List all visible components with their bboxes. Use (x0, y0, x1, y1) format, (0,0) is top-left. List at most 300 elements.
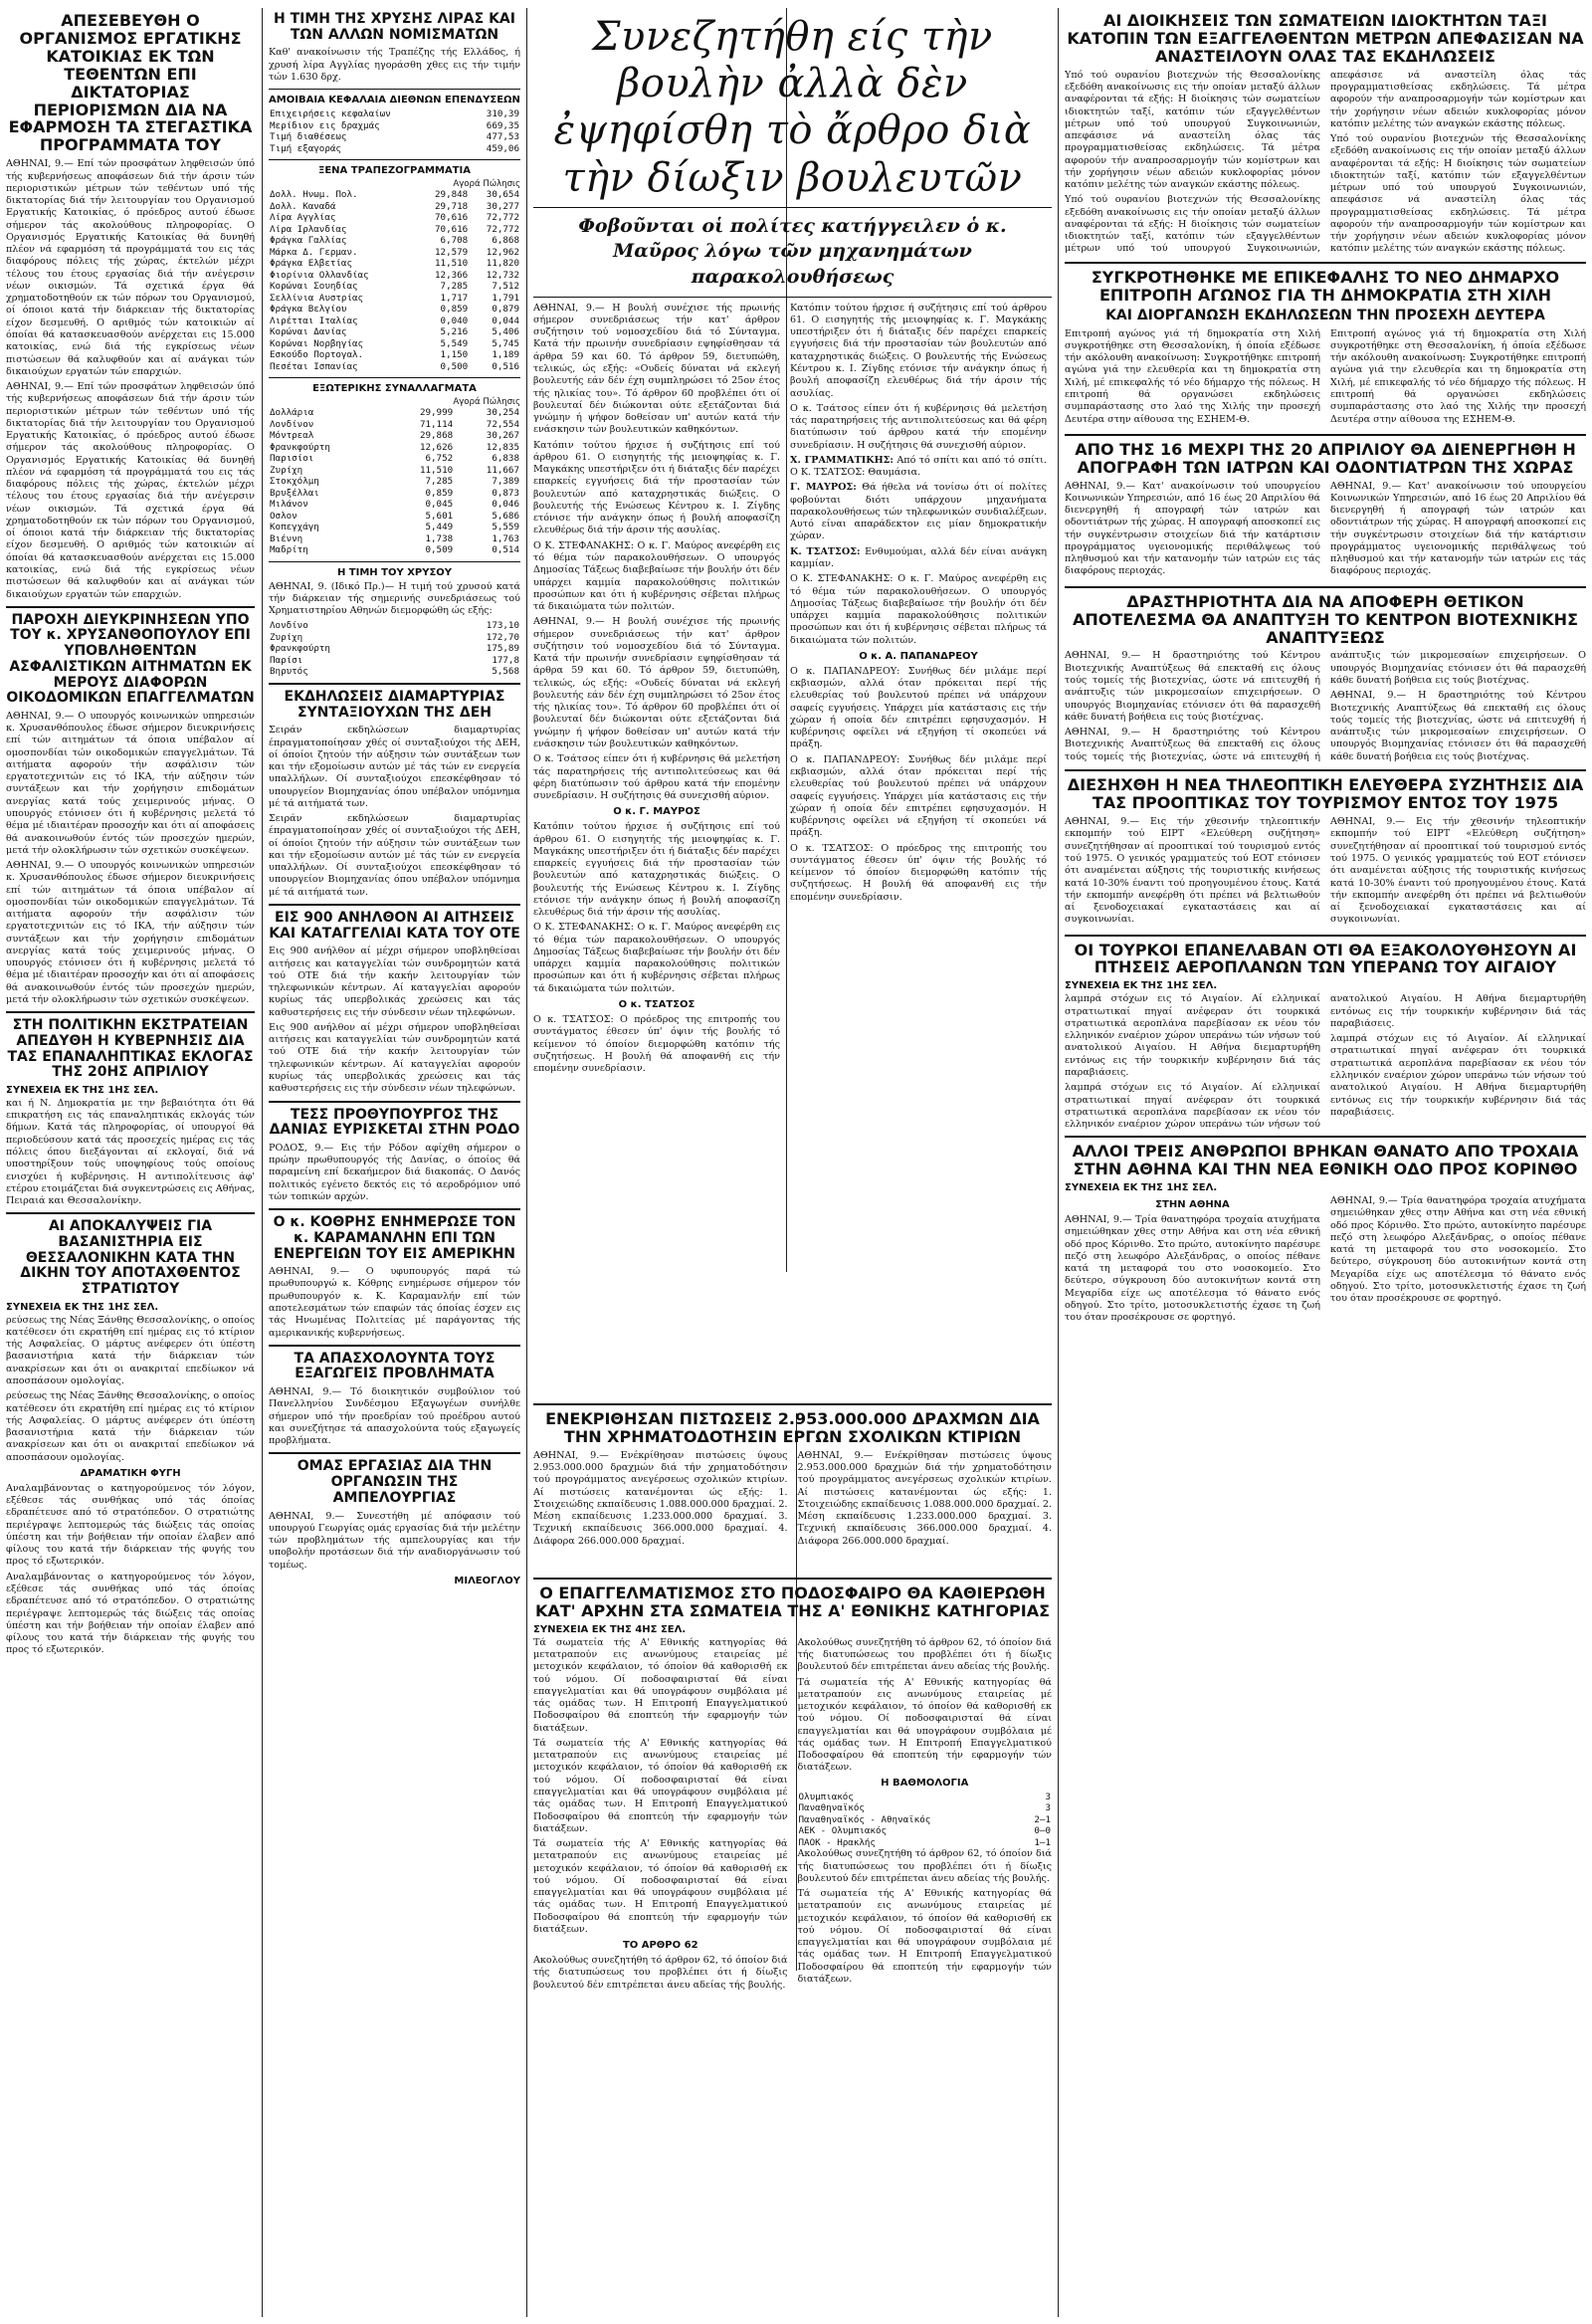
article-body: ΡΟΔΟΣ, 9.— Εις τήν Ρόδον αφίχθη σήμερον ο πρώην πρωθυπουργός τής Δανίας, ο όποίος θά παραμείνη επί δεκαήμερον διά διακοπάς. Ο Δανός πολιτικός εγένετο δεκτός εις τό αεροδρόμιον υπό τών τοπικών αρχών. (269, 1142, 520, 1202)
table-row (269, 235, 520, 247)
row-value: 70,616 (435, 223, 469, 235)
speaker-text: Από τό σπίτι και από τό σπίτι. Ο Κ. ΤΣΑΤΣΟΣ: Θαυμάσια. (790, 454, 1047, 479)
article-body: Ακολούθως συνεζητήθη τό άρθρον 62, τό όποίον διά τής διατυπώσεως του προβλέπει ότι ή δίωξις βουλευτού δέν επιτρέπεται άνευ αδείας τής βουλής. (533, 1955, 788, 1991)
article-body: ρεύσεως της Νέας Ξάνθης Θεσσαλονίκης, ο οποίος κατέθεσεν ότι εκρατήθη επί ημέρας εις τό κτίριον τής Ασφαλείας. Ο μάρτυς ανέφερεν ότι ύπέστη βασανιστήρια κατά τήν διάρκειαν τών ανακρίσεων και ότι οι ανακριταί επεδίωκον νά αποσπάσουν ομολογίας. (6, 1390, 255, 1463)
row-value: 5,559 (492, 522, 519, 533)
column-rule (526, 8, 527, 2317)
main-subheadline: Φοβοῦνται οἱ πολίτες κατήγγειλεν ὁ κ. Μαῦρος λόγω τῶν μηχανημάτων παρακολουθήσεως (578, 214, 1007, 289)
row-label: Μερίδιον εις δραχμάς (270, 119, 380, 131)
row-label: Παναθηναϊκός - Αθηναϊκός (798, 1813, 931, 1825)
row-value: 12,835 (486, 441, 519, 453)
headline: ΑΠΟ ΤΗΣ 16 ΜΕΧΡΙ ΤΗΣ 20 ΑΠΡΙΛΙΟΥ ΘΑ ΔΙΕΝΕΡΓΗΘΗ Η ΑΠΟΓΡΑΦΗ ΤΩΝ ΙΑΤΡΩΝ ΚΑΙ ΟΔΟΝΤΙΑΤΡΩΝ ΤΗΣ ΧΩΡΑΣ (1075, 439, 1576, 477)
article-body: ΑΘΗΝΑΙ, 9.— Επί τών προσφάτων ληφθεισών ύπό τής κυβερνήσεως αποφάσεων διά τήν άρσιν τών περιοριστικών μέτρων τών τεθέντων υπό τής δικτατορίας διά τήν λειτουργίαν του Οργανισμού Εργατικής Κατοικίας, ό πρόεδρος αυτού έδωσε σήμερον τάς ακολούθους πληροφορίας. Ο Οργανισμός Εργατικής Κατοικίας θά δυνηθή πλέον νά εφαρμόση τά προγράμματά του εις τάς διαφόρους πόλεις τής χώρας, έκτελών μέχρι τέλους του έτους εργασίας διά τήν ανέγερσιν νέων οικισμών. Τά σχετικά έργα θά χρηματοδοτηθούν εκ τών πόρων του Οργανισμού, οί όποιοι κατά τήν διάρκειαν τής δικτατορίας είχον δεσμευθή. Ο αριθμός τών κατοικιών αί όποίαι θά κατασκευασθούν ανέρχεται εις 15.000 κατοικίας, ενώ διά τής εγκρίσεως νέων πιστώσεων θά καλυφθούν και αί ανάγκαι τών δικαιούχων εργατών τών επαρχιών. (6, 158, 255, 377)
row-value: 0,500 (440, 360, 469, 372)
article-body: λαμπρά στόχων εις τό Αιγαίον. Αί ελληνικαί στρατιωτικαί πηγαί ανέφεραν ότι τουρκικά στρατιωτικά αεροπλάνα παρεβίασαν εκ νέου τόν ελληνικόν εναέριον χώρον υπεράνω τών νήσων τού ανατολικού Αιγαίου. Η Αθήνα διεμαρτυρήθη εντόνως εις τήν τουρκικήν κυβέρνησιν διά τάς παραβιάσεις. (1330, 1033, 1586, 1118)
divider (269, 1101, 520, 1103)
row-value: 7,389 (492, 476, 519, 488)
row-label: Μάρκα Δ. Γερμαν. (270, 246, 358, 258)
headline: Ο ΕΠΑΓΓΕΛΜΑΤΙΣΜΟΣ ΣΤΟ ΠΟΔΟΣΦΑΙΡΟ ΘΑ ΚΑΘΙΕΡΩΘΗ ΚΑΤ' ΑΡΧΗΝ ΣΤΑ ΣΩΜΑΤΕΙΑ ΤΗΣ Α' ΕΘΝΙΚΗΣ ΚΑΤΗΓΟΡΙΑΣ (534, 1584, 1051, 1620)
article-body: Υπό τού ουρανίου βιοτεχνών τής Θεσσαλονίκης εξεδόθη ανακοίνωσις εις τήν οποίαν μεταξύ άλλων αναφέρονται τά εξής: Η διοίκησις τών σωματείων ιδιοκτητών ταξί, κατόπιν τών εξαγγελθέντων μέτρων υπό τού υπουργού Συγκοινωνιών, απεφάσισε νά αναστείλη όλας τάς προγραμματισθείσας εκδηλώσεις. Τά μέτρα αφορούν τήν αναπροσαρμογήν τών κομίστρων και τήν χορήγησιν νέων αδειών κυκλοφορίας μόνον κατόπιν μελέτης τών αναγκών εκάστης πόλεως. (1065, 69, 1586, 255)
article-body: Αναλαμβάνοντας ο κατηγορούμενος τόν λόγον, εξέθεσε τάς συνθήκας υπό τάς όποίας εδραπέτευσε από τό στρατόπεδον. Ο στρατιώτης περιέγραψε λεπτομερώς τάς διώξεις τάς οποίας ύπέστη και τήν βοήθειαν τήν οποίαν έλαβεν από φίλους του κατά τήν διάρκειαν τής φυγής του προς τό εξωτερικόν. (6, 1571, 255, 1656)
article-body: Καθ' ανακοίνωσιν τής Τραπέζης τής Ελλάδος, ή χρυσή λίρα Αγγλίας ηγοράσθη χθες εις τήν τιμήν τών 1.630 δρχ. (269, 47, 520, 83)
row-label: Οσλον (270, 510, 298, 522)
row-label: Παναθηναϊκός (798, 1802, 865, 1814)
article-body: ΑΘΗΝΑΙ, 9.— Ενέκρίθησαν πιστώσεις ύψους 2.953.000.000 δραχμών διά τήν χρηματοδότησιν τού προγράμματος ανεγέρσεως σχολικών κτιρίων. Αί πιστώσεις κατανέμονται ώς εξής: 1. Στοιχειώδης εκπαίδευσις 1.088.000.000 δραχμαί. 2. Μέση εκπαίδευσις 1.233.000.000 δραχμαί. 3. Τεχνική εκπαίδευσις 366.000.000 δραχμαί. 4. Διάφορα 266.000.000 δραχμαί. (797, 1449, 1052, 1547)
row-label: Βρυξέλλαι (270, 487, 319, 499)
continuation-label: ΣΥΝΕΧΕΙΑ ΕΚ ΤΗΣ 1ΗΣ ΣΕΛ. (1065, 980, 1218, 992)
row-value: 175,89 (486, 643, 519, 655)
speaker-name: Γ. ΜΑΥΡΟΣ: (790, 482, 857, 494)
row-value: 71,114 (419, 418, 454, 430)
table-row (269, 620, 520, 632)
row-label: Φρανκφούρτη (270, 643, 330, 655)
row-value: 0,040 (440, 315, 469, 326)
article-insurance-demands (6, 613, 255, 1006)
article-body: Επιτροπή αγώνος γιά τή δημοκρατία στη Χιλή συγκροτήθηκε στη Θεσσαλονίκη, ή όποία εξέδωσε τήν ακόλουθη ανακοίνωση: Συγκροτήθηκε επιτροπή αγώνα γιά την ελευθερία και τη δημοκρατία στη Χιλή, μέ επικεφαλής τό νέο δήμαρχο τής πόλεως. Η επιτροπή θά οργανώσει εκδηλώσεις συμπαράστασης στο λαό της Χιλής την προσεχή Δευτέρα στην αίθουσα της ΕΣΗΕΜ-Θ. (1065, 327, 1320, 425)
speaker-heading: Ο κ. Α. ΠΑΠΑΝΔΡΕΟΥ (859, 650, 978, 662)
table-row (269, 476, 520, 488)
divider (1065, 769, 1586, 771)
row-value: 0,509 (425, 544, 454, 556)
article-body: Κατόπιν τούτου ήρχισε ή συζήτησις επί τού άρθρου 61. Ο εισηγητής τής μειοψηφίας κ. Γ. Μαγκάκης υπεστήριξεν ότι ή διάταξις δέν παρέχει επαρκείς εγγυήσεις διά τήν προστασίαν τών βουλευτών από καταχρηστικάς διώξεις. Ο βουλευτής τής Ενώσεως Κέντρου κ. Ι. Ζίγδης ετόνισε τήν ανάγκην όπως ή βουλή αποφασίζη ελευθέρως διά τήν άρσιν τής ασυλίας. (533, 821, 780, 919)
table-row (269, 453, 520, 465)
row-value: 1,763 (492, 532, 519, 544)
row-label: Εσκούδο Πορτογαλ. (270, 349, 364, 361)
table-row (269, 304, 520, 316)
article-doctors-census (1065, 441, 1586, 581)
table-row (269, 247, 520, 259)
headline: ΣΥΓΚΡΟΤΗΘΗΚΕ ΜΕ ΕΠΙΚΕΦΑΛΗΣ ΤΟ ΝΕΟ ΔΗΜΑΡΧΟ ΕΠΙΤΡΟΠΗ ΑΓΩΝΟΣ ΓΙΑ ΤΗ ΔΗΜΟΚΡΑΤΙΑ ΣΤΗ ΧΙΛΗ (1091, 268, 1560, 306)
article-body: λαμπρά στόχων εις τό Αιγαίον. Αί ελληνικαί στρατιωτικαί πηγαί ανέφεραν ότι τουρκικά στρατιωτικά αεροπλάνα παρεβίασαν εκ νέου τόν ελληνικόν εναέριον χώρον υπεράνω τών νήσων τού ανατολικού Αιγαίου. Η Αθήνα διεμαρτυρήθη εντόνως εις τήν τουρκικήν κυβέρνησιν διά τάς παραβιάσεις. (1065, 993, 1586, 1131)
row-value: 0,045 (425, 499, 454, 511)
article-body: Ο κ. Τσάτσος είπεν ότι ή κυβέρνησις θά μελετήση τάς παρατηρήσεις τής αντιπολιτεύσεως και θά φέρη διατύπωσιν τού άρθρου κατά τήν επομένην συνεδρίασιν. Η συζήτησις θά συνεχισθή αύριον. (790, 402, 1047, 451)
divider (269, 561, 520, 562)
divider (533, 1403, 1052, 1405)
row-value: 477,53 (486, 131, 519, 143)
table-row (269, 316, 520, 327)
article-body: ΑΘΗΝΑΙ, 9.— Τό διοικητικόν συμβούλιον τού Πανελληνίου Συνδέσμου Εξαγωγέων συνήλθε σήμερον υπό τήν προεδρίαν τού προέδρου αυτού και συνεζήτησε τά απασχολούντα τούς εξαγωγείς προβλήματα. (269, 1386, 520, 1447)
row-label: Επιχειρήσεις κεφαλαίων (270, 108, 391, 120)
row-label: Φράγκα Ελβετίας (270, 258, 352, 270)
table-row (798, 1802, 1053, 1814)
article-workers-housing (6, 12, 255, 601)
headline: ΤΑ ΑΠΑΣΧΟΛΟΥΝΤΑ ΤΟΥΣ ΕΞΑΓΩΓΕΙΣ ΠΡΟΒΛΗΜΑΤΑ (294, 1350, 496, 1382)
table-row (269, 632, 520, 644)
table-row (269, 442, 520, 454)
divider (6, 1212, 255, 1214)
row-value: 72,772 (486, 223, 519, 235)
continuation-label: ΣΥΝΕΧΕΙΑ ΕΚ ΤΗΣ 4ΗΣ ΣΕΛ. (533, 1623, 687, 1635)
row-label: Βιέννη (270, 532, 303, 544)
column-2 (269, 8, 520, 2317)
rates-table-funds (269, 95, 520, 154)
divider (533, 297, 1052, 298)
row-label: Κορώναι Δανίας (270, 326, 347, 338)
divider (269, 377, 520, 378)
article-body: Αναλαμβάνοντας ο κατηγορούμενος τόν λόγον, εξέθεσε τάς συνθήκας υπό τάς όποίας εδραπέτευσε από τό στρατόπεδον. Ο στρατιώτης περιέγραψε λεπτομερώς τάς διώξεις τάς οποίας ύπέστη και τήν βοήθειαν τήν οποίαν έλαβεν από φίλους του κατά τήν διάρκειαν τής φυγής του προς τό εξωτερικόν. (6, 1482, 255, 1568)
row-label: Παρισίοι (270, 453, 314, 465)
table-row (269, 212, 520, 224)
rates-table (269, 108, 520, 154)
headline: ΟΙ ΤΟΥΡΚΟΙ ΕΠΑΝΕΛΑΒΑΝ ΟΤΙ ΘΑ ΕΞΑΚΟΛΟΥΘΗΣΟΥΝ ΑΙ ΠΤΗΣΕΙΣ ΑΕΡΟΠΛΑΝΩΝ ΤΩΝ ΥΠΕΡΑΝΩ ΤΟΥ ΑΙΓΑΙΟΥ (1074, 940, 1577, 977)
article-body: Τά σωματεία τής Α' Εθνικής κατηγορίας θά μετατραπούν εις ανωνύμους εταιρείας μέ μετοχικόν κεφάλαιον, τό όποίον θά καθορισθή εκ τού νόμου. Οί ποδοσφαιρισταί θά είναι επαγγελματίαι και θά υπογράφουν συμβόλαια μέ τάς ομάδας των. Η Επιτροπή Επαγγελματικού Ποδοσφαίρου θά εποπτεύη τήν εφαρμογήν τών διατάξεων. (533, 1838, 788, 1935)
row-value: 669,35 (486, 119, 519, 131)
lower-center-football (533, 1573, 1052, 2309)
table-row (269, 465, 520, 477)
article-body: ΑΘΗΝΑΙ, 9.— Η βουλή συνέχισε τής πρωινής σήμερον συνεδριάσεως τήν κατ' άρθρον συζήτησιν τού νομοσχεδίου διά τό Σύνταγμα. Κατά τήν πρωινήν συνεδρίασιν εψηφίσθησαν τά άρθρα 59 και 60. Τό άρθρον 59, διετυπώθη, τελικώς, ώς εξής: «Ουδείς δύναται νά εκλεγή βουλευτής εάν δέν έχη συμπληρώσει τό 25ον έτος τής ηλικίας του». Τό άρθρον 60 προβλέπει ότι οί βουλευταί δέν διώκονται ούτε εξετάζονται διά γνώμην ή ψήφον δοθείσαν υπ' αυτών κατά τήν ενάσκησιν τών βουλευτικών καθηκόντων. (533, 302, 780, 436)
article-body: Εις 900 ανήλθον αί μέχρι σήμερον υποβληθείσαι αιτήσεις και καταγγελίαι τών συνδρομητών κατά τού ΟΤΕ διά τήν κακήν λειτουργίαν τών τηλεφωνικών κέντρων. Αί καταγγελίαι αφορούν κυρίως τάς υπερβολικάς χρεώσεις και τάς καθυστερήσεις εις τήν σύνδεσιν νέων τηλεφώνων. (269, 1021, 520, 1095)
article-turkish-flights (1065, 942, 1586, 1132)
row-value: 6,838 (492, 453, 519, 465)
row-value: 30,277 (486, 200, 519, 212)
article-body: Ο κ. ΤΣΑΤΣΟΣ: Ο πρόεδρος της επιτροπής του συντάγματος έθεσεν ύπ' όψιν τής βουλής τό κείμενον τό όποίον διεμορφώθη κατόπιν τής συζητήσεως. Η βουλή θά αποφανθή εις τήν επομένην συνεδρίασιν. (790, 842, 1047, 903)
divider (269, 1345, 520, 1347)
continuation-label: ΣΥΝΕΧΕΙΑ ΕΚ ΤΗΣ 1ΗΣ ΣΕΛ. (6, 1301, 159, 1313)
article-chile-committee (1065, 269, 1586, 429)
row-label: Λίρα Αγγλίας (270, 212, 336, 224)
table-row (269, 326, 520, 338)
row-label: Ολυμπιακός (798, 1791, 854, 1802)
row-value: 0,859 (440, 304, 469, 316)
article-body: ΑΘΗΝΑΙ, 9.— Κατ' ανακοίνωσιν τού υπουργείου Κοινωνικών Υπηρεσιών, από 16 έως 20 Απριλίου θά διενεργηθή ή απογραφή τών ιατρών και οδοντιάτρων τής χώρας. Η απογραφή αποσκοπεί εις τήν συγκέντρωσιν στοιχείων διά τήν κατάρτισιν προγράμματος υγειονομικής περιθάλψεως τού πληθυσμού και τήν κατανομήν τών ιατρών εις τάς διαφόρους περιοχάς. (1330, 480, 1586, 577)
article-body: ΑΘΗΝΑΙ, 9.— Ο υφυπουργός παρά τώ πρωθυπουργώ κ. Κόθρης ενημέρωσε σήμερον τόν πρωθυπουργόν κ. Κ. Καραμανλήν επί τών αποτελεσμάτων τών επαφών τάς όποίας έσχεν εις τάς Ηνωμένας Πολιτείας μέ παράγοντας τής αμερικανικής κυβερνήσεως. (269, 1266, 520, 1339)
table-row (798, 1814, 1053, 1826)
table-row (269, 293, 520, 305)
headline: Ο κ. ΚΟΘΡΗΣ ΕΝΗΜΕΡΩΣΕ ΤΟΝ κ. ΚΑΡΑΜΑΝΛΗΝ ΕΠΙ ΤΩΝ ΕΝΕΡΓΕΙΩΝ ΤΟΥ ΕΙΣ ΑΜΕΡΙΚΗΝ (273, 1214, 516, 1262)
row-value: 5,568 (492, 666, 519, 678)
row-value: 5,406 (492, 326, 519, 338)
headline: ΕΙΣ 900 ΑΝΗΛΘΟΝ ΑΙ ΑΙΤΗΣΕΙΣ ΚΑΙ ΚΑΤΑΓΓΕΛΙΑΙ ΚΑΤΑ ΤΟΥ ΟΤΕ (269, 910, 520, 942)
row-label: Φρανκφούρτη (270, 441, 330, 453)
rates-table (269, 189, 520, 372)
row-value: 30,254 (486, 407, 519, 419)
article-exporters (269, 1352, 520, 1448)
article-body: ΑΘΗΝΑΙ, 9.— Ο υπουργός κοινωνικών υπηρεσιών κ. Χρυσανθόπουλος έδωσε σήμερον διευκρινήσεις επί τών αιτημάτων τά όποια υπέβαλον αί ομοσπονδίαι τών οικοδομικών επαγγελμάτων. Τά αιτήματα αφορούν τήν ασφάλισιν τών εργατοτεχνιτών εις τό ΙΚΑ, τήν αύξησιν τών συντάξεων και τήν χορήγησιν επιδομάτων ανεργίας κατά τούς χειμερινούς μήνας. Ο υπουργός ετόνισεν ότι ή κυβέρνησις μελετά τό θέμα μέ ιδιαιτέραν προσοχήν και ότι αί αποφάσεις θά ανακοινωθούν έντός τών προσεχών ημερών, μετά τήν ολοκλήρωσιν τών σχετικών συσκέψεων. (6, 710, 255, 856)
row-label: Παρίσι (270, 654, 303, 666)
row-label: Ζυρίχη (270, 464, 303, 476)
gold-price (269, 567, 520, 678)
row-value: 0,044 (492, 315, 519, 326)
article-body: Ο Κ. ΣΤΕΦΑΝΑΚΗΣ: Ο κ. Γ. Μαύρος ανεφέρθη εις τό θέμα τών παρακολουθήσεων. Ο υπουργός Δημοσίας Τάξεως διαβεβαίωσε τήν βουλήν ότι δέν υπάρχει καμμία παρακολούθησις πολιτικών προσώπων και ότι ή κυβέρνησις σέβεται πλήρως τά δικαιώματα τών πολιτών. (533, 922, 780, 994)
headline: ΑΙ ΔΙΟΙΚΗΣΕΙΣ ΤΩΝ ΣΩΜΑΤΕΙΩΝ ΙΔΙΟΚΤΗΤΩΝ ΤΑΞΙ ΚΑΤΟΠΙΝ ΤΩΝ ΕΞΑΓΓΕΛΘΕΝΤΩΝ ΜΕΤΡΩΝ ΑΠΕΦΑΣΙΣΑΝ ΝΑ ΑΝΑΣΤΕΙΛΟΥΝ ΟΛΑΣ ΤΑΣ ΕΚΔΗΛΩΣΕΙΣ (1067, 11, 1584, 66)
row-value: 172,70 (486, 631, 519, 643)
table-row (269, 544, 520, 556)
column-5 (1065, 8, 1586, 2317)
table-row (269, 281, 520, 293)
article-body: Σειράν εκδηλώσεων διαμαρτυρίας έπραγματοποίησαν χθές οί συνταξιούχοι τής ΔΕΗ, οί όποίοι ζητούν τήν αύξησιν τών συντάξεων των και τήν εξομοίωσιν αυτών μέ τάς τών εν ενεργεία υπαλλήλων. Οί συνταξιούχοι επεσκέφθησαν τό υπουργείον Βιομηχανίας όπου υπέβαλον υπόμνημα μέ τά αιτήματά των. (269, 725, 520, 809)
headline: ΑΛΛΟΙ ΤΡΕΙΣ ΑΝΘΡΩΠΟΙ ΒΡΗΚΑΝ ΘΑΝΑΤΟ ΑΠΟ ΤΡΟΧΑΙΑ ΣΤΗΝ ΑΘΗΝΑ ΚΑΙ ΤΗΝ ΝΕΑ ΕΘΝΙΚΗ ΟΔΟ ΠΡΟΣ ΚΟΡΙΝΘΟ (1072, 1142, 1579, 1179)
row-value: 3 (1045, 1802, 1051, 1814)
row-value: 0—0 (1034, 1825, 1051, 1837)
lead-story-column-left (533, 303, 780, 1079)
rates-table-banknotes (269, 165, 520, 372)
row-value: 0,516 (492, 360, 519, 372)
row-value: 1,189 (492, 349, 519, 361)
row-label: ΑΕΚ - Ολυμπιακός (798, 1825, 888, 1837)
row-value: 7,285 (440, 281, 469, 293)
article-body: ΑΘΗΝΑΙ, 9.— Τρία θανατηφόρα τροχαία ατυχήματα σημειώθηκαν χθες στην Αθήνα και στη νέα εθνική οδό προς Κόρινθο. Στο πρώτο, αυτοκίνητο παρέσυρε πεζό στη λεωφόρο Αλεξάνδρας, ο οποίος πέθανε κατά τη μεταφορά του στο νοσοκομείο. Στο δεύτερο, σύγκρουση δύο αυτοκινήτων κοντά στη Μεγαρίδα είχε ως αποτέλεσμα τό θάνατο ενός οδηγού. Στο τρίτο, μοτοσυκλετιστής έχασε τη ζωή του όταν προσέκρουσε σε φορτηγό. (1330, 1195, 1586, 1305)
article-body: Κατόπιν τούτου ήρχισε ή συζήτησις επί τού άρθρου 61. Ο εισηγητής τής μειοψηφίας κ. Γ. Μαγκάκης υπεστήριξεν ότι ή διάταξις δέν παρέχει επαρκείς εγγυήσεις διά τήν προστασίαν τών βουλευτών από καταχρηστικάς διώξεις. Ο βουλευτής τής Ενώσεως Κέντρου κ. Ι. Ζίγδης ετόνισε τήν ανάγκην όπως ή βουλή αποφασίζη ελευθέρως διά τήν άρσιν τής ασυλίας. (790, 302, 1047, 399)
row-label: Σελλίνια Αυστρίας (270, 292, 364, 304)
article-kothris (269, 1215, 520, 1340)
row-value: 1,791 (492, 292, 519, 304)
row-value: 5,686 (492, 510, 519, 522)
row-value: 11,820 (486, 258, 519, 270)
row-value: 5,216 (440, 326, 469, 338)
row-label: Φράγκα Βελγίου (270, 304, 347, 316)
article-viticulture (269, 1459, 520, 1585)
article-body: Κατόπιν τούτου ήρχισε ή συζήτησις επί τού άρθρου 61. Ο εισηγητής τής μειοψηφίας κ. Γ. Μαγκάκης υπεστήριξεν ότι ή διάταξις δέν παρέχει επαρκείς εγγυήσεις διά τήν προστασίαν τών βουλευτών από καταχρηστικάς διώξεις. Ο βουλευτής τής Ενώσεως Κέντρου κ. Ι. Ζίγδης ετόνισε τήν ανάγκην όπως ή βουλή αποφασίζη ελευθέρως διά τήν άρσιν τής ασυλίας. (533, 439, 780, 536)
headline: ΕΝΕΚΡΙΘΗΣΑΝ ΠΙΣΤΩΣΕΙΣ 2.953.000.000 ΔΡΑΧΜΩΝ ΔΙΑ ΤΗΝ ΧΡΗΜΑΤΟΔΟΤΗΣΙΝ ΕΡΓΩΝ ΣΧΟΛΙΚΩΝ ΚΤΙΡΙΩΝ (545, 1409, 1040, 1446)
speaker-text: Θά ήθελα νά τονίσω ότι οί πολίτες φοβούνται διότι υπάρχουν μηχανήματα παρακολουθήσεως τών τηλεφωνικών συνδιαλέξεων. Αυτό είναι απαράδεκτον εις μίαν δημοκρατικήν χώραν. (790, 482, 1047, 542)
article-torture-revelations (6, 1219, 255, 1656)
article-body: Ακολούθως συνεζητήθη τό άρθρον 62, τό όποίον διά τής διατυπώσεως του προβλέπει ότι ή δίωξις βουλευτού δέν επιτρέπεται άνευ αδείας τής βουλής. (797, 1636, 1052, 1673)
row-value: 5,449 (425, 522, 454, 533)
byline: ΜΙΛΕΟΓΛΟΥ (454, 1575, 520, 1586)
table-row (269, 407, 520, 419)
row-label: Μόντρεαλ (270, 430, 314, 442)
table-row (269, 258, 520, 270)
row-value: 70,616 (435, 212, 469, 224)
row-value: 11,510 (435, 258, 469, 270)
article-tourism-tv (1065, 776, 1586, 929)
article-body: λαμπρά στόχων εις τό Αιγαίον. Αί ελληνικαί στρατιωτικαί πηγαί ανέφεραν ότι τουρκικά στρατιωτικά αεροπλάνα παρεβίασαν εκ νέου τόν ελληνικόν εναέριον χώρον υπεράνω τών νήσων τού ανατολικού Αιγαίου. Η Αθήνα διεμαρτυρήθη εντόνως εις τήν τουρκικήν κυβέρνησιν διά τάς παραβιάσεις. (1065, 993, 1320, 1078)
row-value: 1,717 (440, 292, 469, 304)
article-body: ΑΘΗΝΑΙ, 9.— Συνεστήθη μέ απόφασιν τού υπουργού Γεωργίας ομάς εργασίας διά τήν μελέτην τών προβλημάτων τής αμπελουργίας και τήν υποβολήν προτάσεων διά τήν αναδιοργάνωσιν τού τομέως. (269, 1510, 520, 1571)
table-row (269, 419, 520, 431)
article-body: Τά σωματεία τής Α' Εθνικής κατηγορίας θά μετατραπούν εις ανωνύμους εταιρείας μέ μετοχικόν κεφάλαιον, τό όποίον θά καθορισθή εκ τού νόμου. Οί ποδοσφαιρισταί θά είναι επαγγελματίαι και θά υπογράφουν συμβόλαια μέ τάς ομάδας των. Η Επιτροπή Επαγγελματικού Ποδοσφαίρου θά εποπτεύη τήν εφαρμογήν τών διατάξεων. (797, 1676, 1052, 1774)
table-row (269, 338, 520, 350)
rates-table (269, 407, 520, 556)
row-label: Φιορίνια Ολλανδίας (270, 269, 369, 281)
row-label: ΠΑΟΚ - Ηρακλής (798, 1836, 876, 1848)
row-label: Δολλ. Καναδά (270, 200, 336, 212)
table-row (269, 361, 520, 373)
article-crafts-center (1065, 593, 1586, 765)
column-rule (1058, 8, 1059, 2317)
row-value: 30,267 (486, 430, 519, 442)
article-taxi-owners (1065, 12, 1586, 257)
row-value: 72,554 (486, 418, 519, 430)
row-label: Ζυρίχη (270, 631, 303, 643)
table-row (798, 1792, 1053, 1803)
table-row (269, 131, 520, 143)
table-row (269, 533, 520, 545)
divider (269, 1452, 520, 1454)
table-title: ΕΞΩΤΕΡΙΚΗΣ ΣΥΝΑΛΛΑΓΜΑΤΑ (312, 383, 477, 395)
row-label: Πεσέται Ισπανίας (270, 360, 358, 372)
row-value: 7,285 (425, 476, 454, 488)
row-label: Φράγκα Γαλλίας (270, 235, 347, 247)
divider (269, 89, 520, 90)
row-value: 6,752 (425, 453, 454, 465)
row-value: 5,549 (440, 337, 469, 349)
divider (6, 606, 255, 608)
article-body: ΑΘΗΝΑΙ, 9.— Τρία θανατηφόρα τροχαία ατυχήματα σημειώθηκαν χθες στην Αθήνα και στη νέα εθνική οδό προς Κόρινθο. Στο πρώτο, αυτοκίνητο παρέσυρε πεζό στη λεωφόρο Αλεξάνδρας, ο οποίος πέθανε κατά τη μεταφορά του στο νοσοκομείο. Στο δεύτερο, σύγκρουση δύο αυτοκινήτων κοντά στη Μεγαρίδα είχε ως αποτέλεσμα τό θάνατο ενός οδηγού. Στο τρίτο, μοτοσυκλετιστής έχασε τη ζωή του όταν προσέκρουσε σε φορτηγό. (1065, 1214, 1320, 1324)
table-row (269, 430, 520, 442)
speaker-line (790, 482, 1047, 542)
article-election-campaign (6, 1018, 255, 1207)
row-value: 12,626 (419, 441, 454, 453)
continuation-label: ΣΥΝΕΧΕΙΑ ΕΚ ΤΗΣ 1ΗΣ ΣΕΛ. (1065, 1182, 1218, 1194)
row-value: 3 (1045, 1791, 1051, 1802)
article-danish-pm (269, 1108, 520, 1204)
article-body: Υπό τού ουρανίου βιοτεχνών τής Θεσσαλονίκης εξεδόθη ανακοίνωσις εις τήν οποίαν μεταξύ άλλων αναφέρονται τά εξής: Η διοίκησις τών σωματείων ιδιοκτητών ταξί, κατόπιν τών εξαγγελθέντων μέτρων υπό τού υπουργού Συγκοινωνιών, απεφάσισε νά αναστείλη όλας τάς προγραμματισθείσας εκδηλώσεις. Τά μέτρα αφορούν τήν αναπροσαρμογήν τών κομίστρων και τήν χορήγησιν νέων αδειών κυκλοφορίας μόνον κατόπιν μελέτης τών αναγκών εκάστης πόλεως. (1065, 69, 1320, 191)
table-columns: Αγορά Πώλησις (453, 179, 520, 190)
row-value: 11,510 (419, 464, 454, 476)
row-value: 5,601 (425, 510, 454, 522)
row-value: 0,873 (492, 487, 519, 499)
row-label: Μαδρίτη (270, 544, 308, 556)
divider (1065, 262, 1586, 264)
table-row (269, 499, 520, 511)
article-gold-sovereign (269, 12, 520, 84)
row-label: Μιλάνον (270, 499, 308, 511)
row-label: Κοπεγχάγη (270, 522, 319, 533)
article-body: Ο Κ. ΣΤΕΦΑΝΑΚΗΣ: Ο κ. Γ. Μαύρος ανεφέρθη εις τό θέμα τών παρακολουθήσεων. Ο υπουργός Δημοσίας Τάξεως διαβεβαίωσε τήν βουλήν ότι δέν υπάρχει καμμία παρακολούθησις πολιτικών προσώπων και ότι ή κυβέρνησις σέβεται πλήρως τά δικαιώματα τών πολιτών. (533, 539, 780, 613)
headline: ΤΕΣΣ ΠΡΟΘΥΠΟΥΡΓΟΣ ΤΗΣ ΔΑΝΙΑΣ ΕΥΡΙΣΚΕΤΑΙ ΣΤΗΝ ΡΟΔΟ (269, 1106, 520, 1139)
article-body: ΑΘΗΝΑΙ, 9.— Ενέκρίθησαν πιστώσεις ύψους 2.953.000.000 δραχμών διά τήν χρηματοδότησιν τού προγράμματος ανεγέρσεως σχολικών κτιρίων. Αί πιστώσεις κατανέμονται ώς εξής: 1. Στοιχειώδης εκπαίδευσις 1.088.000.000 δραχμαί. 2. Μέση εκπαίδευσις 1.233.000.000 δραχμαί. 3. Τεχνική εκπαίδευσις 366.000.000 δραχμαί. 4. Διάφορα 266.000.000 δραχμαί. (533, 1449, 788, 1547)
article-body: Ακολούθως συνεζητήθη τό άρθρον 62, τό όποίον διά τής διατυπώσεως του προβλέπει ότι ή δίωξις βουλευτού δέν επιτρέπεται άνευ αδείας τής βουλής. (797, 1848, 1052, 1884)
speaker-line (790, 455, 1047, 480)
headline: ΣΤΗ ΠΟΛΙΤΙΚΗΝ ΕΚΣΤΡΑΤΕΙΑΝ ΑΠΕΔΥΘΗ Η ΚΥΒΕΡΝΗΣΙΣ ΔΙΑ ΤΑΣ ΕΠΑΝΑΛΗΠΤΙΚΑΣ ΕΚΛΟΓΑΣ ΤΗΣ 20ΗΣ ΑΠΡΙΛΙΟΥ (7, 1017, 254, 1081)
subheadline: ΚΑΙ ΔΙΟΡΓΑΝΩΣΗ ΕΚΔΗΛΩΣΕΩΝ ΤΗΝ ΠΡΟΣΕΧΗ ΔΕΥΤΕΡΑ (1105, 308, 1545, 324)
article-body: ΑΘΗΝΑΙ, 9.— Η δραστηριότης τού Κέντρου Βιοτεχνικής Αναπτύξεως θά επεκταθή εις όλους τούς τομείς τής βιοτεχνίας, ώστε νά επιτευχθή ή ανάπτυξις τών μικρομεσαίων επιχειρήσεων. Ο υπουργός Βιομηχανίας ετόνισεν ότι θά παρασχεθή κάθε δυνατή βοήθεια εις τούς βιοτέχνας. (1065, 650, 1586, 762)
article-body: ΑΘΗΝΑΙ, 9.— Η δραστηριότης τού Κέντρου Βιοτεχνικής Αναπτύξεως θά επεκταθή εις όλους τούς τομείς τής βιοτεχνίας, ώστε νά επιτευχθή ή ανάπτυξις τών μικρομεσαίων επιχειρήσεων. Ο υπουργός Βιομηχανίας ετόνισεν ότι θά παρασχεθή κάθε δυνατή βοήθεια εις τούς βιοτέχνας. (1330, 690, 1586, 762)
article-dei-pensioners (269, 690, 520, 899)
table-title: Η ΒΑΘΜΟΛΟΓΙΑ (881, 1777, 969, 1789)
article-body: Σειράν εκδηλώσεων διαμαρτυρίας έπραγματοποίησαν χθές οί συνταξιούχοι τής ΔΕΗ, οί όποίοι ζητούν τήν αύξησιν τών συντάξεων των και τήν εξομοίωσιν αυτών μέ τάς τών εν ενεργεία υπαλλήλων. Οί συνταξιούχοι επεσκέφθησαν τό υπουργείον Βιομηχανίας όπου υπέβαλον υπόμνημα μέ τά αιτήματά των. (269, 813, 520, 898)
article-road-accidents (1065, 1143, 1586, 1324)
row-value: 0,879 (492, 304, 519, 316)
subheading: ΣΤΗΝ ΑΘΗΝΑ (1155, 1199, 1230, 1211)
table-row (798, 1837, 1053, 1849)
scores-table (798, 1792, 1053, 1849)
article-body: ΑΘΗΝΑΙ, 9.— Επί τών προσφάτων ληφθεισών ύπό τής κυβερνήσεως αποφάσεων διά τήν άρσιν τών περιοριστικών μέτρων τών τεθέντων υπό τής δικτατορίας διά τήν λειτουργίαν του Οργανισμού Εργατικής Κατοικίας, ό πρόεδρος αυτού έδωσε σήμερον τάς ακολούθους πληροφορίας. Ο Οργανισμός Εργατικής Κατοικίας θά δυνηθή πλέον νά εφαρμόση τά προγράμματά του εις τάς διαφόρους πόλεις τής χώρας, έκτελών μέχρι τέλους του έτους εργασίας διά τήν ανέγερσιν νέων οικισμών. Τά σχετικά έργα θά χρηματοδοτηθούν εκ τών πόρων του Οργανισμού, οί όποιοι κατά τήν διάρκειαν τής δικτατορίας είχον δεσμευθή. Ο αριθμός τών κατοικιών αί όποίαι θά κατασκευασθούν ανέρχεται εις 15.000 κατοικίας, ενώ διά τής εγκρίσεως νέων πιστώσεων θά καλυφθούν και αί ανάγκαι τών δικαιούχων εργατών τών επαρχιών. (6, 381, 255, 600)
row-value: 177,8 (492, 654, 519, 666)
subheading: ΔΡΑΜΑΤΙΚΗ ΦΥΓΗ (80, 1467, 181, 1479)
row-label: Στοκχόλμη (270, 476, 319, 488)
subheading: ΤΟ ΑΡΘΡΟ 62 (622, 1940, 698, 1952)
main-headline: Συνεζητήθη είς τὴν βουλὴν ἀλλὰ δὲν ἐψηφίσθη τὸ ἄρθρο διὰ τὴν δίωξιν βουλευτῶν (553, 14, 1032, 201)
row-value: 1—1 (1034, 1836, 1051, 1848)
speaker-line (790, 546, 1047, 571)
table-row (269, 189, 520, 201)
article-body: ΑΘΗΝΑΙ, 9.— Εις τήν χθεσινήν τηλεοπτικήν εκπομπήν τού ΕΙΡΤ «Ελεύθερη συζήτηση» συνεζητήθησαν αί προοπτικαί τού τουρισμού εντός τού 1975. Ο γενικός γραμματεύς τού ΕΟΤ ετόνισεν ότι αναμένεται αύξησις τής τουριστικής κινήσεως κατά 10-30% έναντι τού προηγουμένου έτους. Κατά τήν εκπομπήν ανεφέρθη ότι πρέπει νά βελτιωθούν αί ξενοδοχειακαί εγκαταστάσεις και αί συγκοινωνίαι. (1330, 816, 1586, 926)
row-label: Δολλ. Ηνωμ. Πολ. (270, 189, 358, 201)
row-value: 310,39 (486, 108, 519, 120)
row-value: 2—1 (1034, 1813, 1051, 1825)
row-label: Βηρυτός (270, 666, 308, 678)
divider (1065, 434, 1586, 436)
row-label: Δολλάρια (270, 407, 314, 419)
row-value: 12,579 (435, 246, 469, 258)
speaker-heading: Ο κ. ΤΣΑΤΣΟΣ (618, 999, 696, 1011)
headline: Η ΤΙΜΗ ΤΗΣ ΧΡΥΣΗΣ ΛΙΡΑΣ ΚΑΙ ΤΩΝ ΑΛΛΩΝ ΝΟΜΙΣΜΑΤΩΝ (274, 11, 515, 43)
article-body: Τά σωματεία τής Α' Εθνικής κατηγορίας θά μετατραπούν εις ανωνύμους εταιρείας μέ μετοχικόν κεφάλαιον, τό όποίον θά καθορισθή εκ τού νόμου. Οί ποδοσφαιρισταί θά είναι επαγγελματίαι και θά υπογράφουν συμβόλαια μέ τάς ομάδας των. Η Επιτροπή Επαγγελματικού Ποδοσφαίρου θά εποπτεύη τήν εφαρμογήν τών διατάξεων. (797, 1888, 1052, 1985)
divider (1065, 586, 1586, 588)
table-row (269, 522, 520, 533)
row-value: 0,046 (492, 499, 519, 511)
row-value: 5,745 (492, 337, 519, 349)
table-row (269, 666, 520, 678)
divider (269, 904, 520, 906)
headline: ΑΙ ΑΠΟΚΑΛΥΨΕΙΣ ΓΙΑ ΒΑΣΑΝΙΣΤΗΡΙΑ ΕΙΣ ΘΕΣΣΑΛΟΝΙΚΗΝ ΚΑΤΑ ΤΗΝ ΔΙΚΗΝ ΤΟΥ ΑΠΟΤΑΧΘΕΝΤΟΣ ΣΤΡΑΤΙΩΤΟΥ (20, 1218, 241, 1297)
table-row (798, 1825, 1053, 1837)
headline: ΔΙΕΣΗΧΘΗ Η ΝΕΑ ΤΗΛΕΟΠΤΙΚΗ ΕΛΕΥΘΕΡΑ ΣΥΖΗΤΗΣΙΣ ΔΙΑ ΤΑΣ ΠΡΟΟΠΤΙΚΑΣ ΤΟΥ ΤΟΥΡΙΣΜΟΥ ΕΝΤΟΣ ΤΟΥ 1975 (1067, 775, 1584, 813)
divider (1065, 1136, 1586, 1138)
lead-story-column-right (790, 303, 1047, 1079)
row-label: Λονδίνο (270, 620, 308, 632)
lead-story (533, 8, 1052, 1401)
speaker-text: Ενθυμούμαι, αλλά δέν είναι ανάγκη καμμίαν. (790, 545, 1047, 569)
divider (269, 683, 520, 685)
table-title: Η ΤΙΜΗ ΤΟΥ ΧΡΥΣΟΥ (336, 566, 453, 578)
article-body: Ο κ. ΠΑΠΑΝΔΡΕΟΥ: Συνήθως δέν μιλάμε περί εκβιασμών, αλλά όταν πρόκειται περί τής ελευθερίας τού βουλευτού πρέπει νά υπάρχουν σαφείς εγγυήσεις. Υπάρχει μία κατάστασις εις τήν χώραν ή οποία δέν επιτρέπει εφησυχασμόν. Η κυβέρνησις οφείλει νά εξηγήση τί σκοπεύει νά πράξη. (790, 665, 1047, 750)
table-row (269, 349, 520, 361)
row-value: 1,150 (440, 349, 469, 361)
rates-table (269, 620, 520, 678)
row-label: Κορώναι Νορβηγίας (270, 337, 364, 349)
table-columns: Αγορά Πώλησις (453, 397, 520, 408)
article-body: ΑΘΗΝΑΙ, 9.— Εις τήν χθεσινήν τηλεοπτικήν εκπομπήν τού ΕΙΡΤ «Ελεύθερη συζήτηση» συνεζητήθησαν αί προοπτικαί τού τουρισμού εντός τού 1975. Ο γενικός γραμματεύς τού ΕΟΤ ετόνισεν ότι αναμένεται αύξησις τής τουριστικής κινήσεως κατά 10-30% έναντι τού προηγουμένου έτους. Κατά τήν εκπομπήν ανεφέρθη ότι πρέπει νά βελτιωθούν αί ξενοδοχειακαί εγκαταστάσεις και αί συγκοινωνίαι. (1065, 816, 1320, 926)
row-value: 6,868 (492, 235, 519, 247)
row-value: 12,732 (486, 269, 519, 281)
table-row (269, 511, 520, 523)
table-title: ΑΜΟΙΒΑΙΑ ΚΕΦΑΛΑΙΑ ΔΙΕΘΝΩΝ ΕΠΕΝΔΥΣΕΩΝ (269, 95, 520, 106)
article-body: ΑΘΗΝΑΙ, 9.— Η δραστηριότης τού Κέντρου Βιοτεχνικής Αναπτύξεως θά επεκταθή εις όλους τούς τομείς τής βιοτεχνίας, ώστε νά επιτευχθή ή ανάπτυξις τών μικρομεσαίων επιχειρήσεων. Ο υπουργός Βιομηχανίας ετόνισεν ότι θά παρασχεθή κάθε δυνατή βοήθεια εις τούς βιοτέχνας. (1065, 650, 1320, 723)
row-value: 6,708 (440, 235, 469, 247)
row-value: 1,738 (425, 532, 454, 544)
article-body: ΑΘΗΝΑΙ, 9. (Ιδικό Πρ.)— Η τιμή τού χρυσού κατά τήν διάρκειαν τής σημερινής συνεδριάσεως τού Χρηματιστηρίου Αθηνών διεμορφώθη ώς εξής: (269, 580, 520, 617)
row-value: 30,654 (486, 189, 519, 201)
divider (269, 1208, 520, 1210)
article-body: ΑΘΗΝΑΙ, 9.— Ο υπουργός κοινωνικών υπηρεσιών κ. Χρυσανθόπουλος έδωσε σήμερον διευκρινήσεις επί τών αιτημάτων τά όποια υπέβαλον αί ομοσπονδίαι τών οικοδομικών επαγγελμάτων. Τά αιτήματα αφορούν τήν ασφάλισιν τών εργατοτεχνιτών εις τό ΙΚΑ, τήν αύξησιν τών συντάξεων και τήν χορήγησιν επιδομάτων ανεργίας κατά τούς χειμερινούς μήνας. Ο υπουργός ετόνισεν ότι ή κυβέρνησις μελετά τό θέμα μέ ιδιαιτέραν προσοχήν και ότι αί αποφάσεις θά ανακοινωθούν έντός τών προσεχών ημερών, μετά τήν ολοκλήρωσιν τών σχετικών συσκέψεων. (6, 860, 255, 1005)
article-body: Επιτροπή αγώνος γιά τή δημοκρατία στη Χιλή συγκροτήθηκε στη Θεσσαλονίκη, ή όποία εξέδωσε τήν ακόλουθη ανακοίνωση: Συγκροτήθηκε επιτροπή αγώνα γιά την ελευθερία και τη δημοκρατία στη Χιλή, μέ επικεφαλής τό νέο δήμαρχο τής πόλεως. Η επιτροπή θά οργανώσει εκδηλώσεις συμπαράστασης στο λαό της Χιλής την προσεχή Δευτέρα στην αίθουσα της ΕΣΗΕΜ-Θ. (1330, 327, 1586, 425)
row-value: 0,859 (425, 487, 454, 499)
row-label: Λονδίνον (270, 418, 314, 430)
divider (533, 207, 1052, 208)
row-value: 0,514 (492, 544, 519, 556)
table-title: ΞΕΝΑ ΤΡΑΠΕΖΟΓΡΑΜΜΑΤΙΑ (318, 165, 471, 177)
row-value: 29,718 (435, 200, 469, 212)
row-value: 11,667 (486, 464, 519, 476)
speaker-heading: Ο κ. Γ. ΜΑΥΡΟΣ (613, 806, 700, 818)
table-row (269, 120, 520, 132)
headline: ΕΚΔΗΛΩΣΕΙΣ ΔΙΑΜΑΡΤΥΡΙΑΣ ΣΥΝΤΑΞΙΟΥΧΩΝ ΤΗΣ ΔΕΗ (284, 688, 505, 721)
table-row (269, 201, 520, 213)
row-value: 459,06 (486, 142, 519, 154)
row-value: 29,868 (419, 430, 454, 442)
article-body: Ο κ. ΤΣΑΤΣΟΣ: Ο πρόεδρος της επιτροπής του συντάγματος έθεσεν ύπ' όψιν τής βουλής τό κείμενον τό όποίον διεμορφώθη κατόπιν τής συζητήσεως. Η βουλή θά αποφανθή εις τήν επομένην συνεδρίασιν. (533, 1014, 780, 1075)
row-value: 173,10 (486, 620, 519, 632)
speaker-name: Χ. ΓΡΑΜΜΑΤΙΚΗΣ: (790, 454, 894, 466)
headline: ΟΜΑΣ ΕΡΓΑΣΙΑΣ ΔΙΑ ΤΗΝ ΟΡΓΑΝΩΣΙΝ ΤΗΣ ΑΜΠΕΛΟΥΡΓΙΑΣ (297, 1458, 493, 1506)
table-row (269, 655, 520, 667)
lower-center-top (533, 1398, 1052, 1558)
row-label: Τιμή εξαγοράς (270, 142, 341, 154)
article-body: Ο κ. ΠΑΠΑΝΔΡΕΟΥ: Συνήθως δέν μιλάμε περί εκβιασμών, αλλά όταν πρόκειται περί τής ελευθερίας τού βουλευτού πρέπει νά υπάρχουν σαφείς εγγυήσεις. Υπάρχει μία κατάστασις εις τήν χώραν ή οποία δέν επιτρέπει εφησυχασμόν. Η κυβέρνησις οφείλει νά εξηγήση τί σκοπεύει νά πράξη. (790, 753, 1047, 839)
article-body: Ο κ. Τσάτσος είπεν ότι ή κυβέρνησις θά μελετήση τάς παρατηρήσεις τής αντιπολιτεύσεως και θά φέρη διατύπωσιν τού άρθρου κατά τήν επομένην συνεδρίασιν. Η συζήτησις θά συνεχισθή αύριον. (533, 753, 780, 802)
row-label: Τιμή διαθέσεως (270, 131, 347, 143)
table-row (269, 643, 520, 655)
article-ote-complaints (269, 911, 520, 1096)
divider (533, 1578, 1052, 1580)
table-row (269, 108, 520, 120)
row-value: 7,512 (492, 281, 519, 293)
rates-table-exchange (269, 383, 520, 556)
table-row (269, 224, 520, 236)
